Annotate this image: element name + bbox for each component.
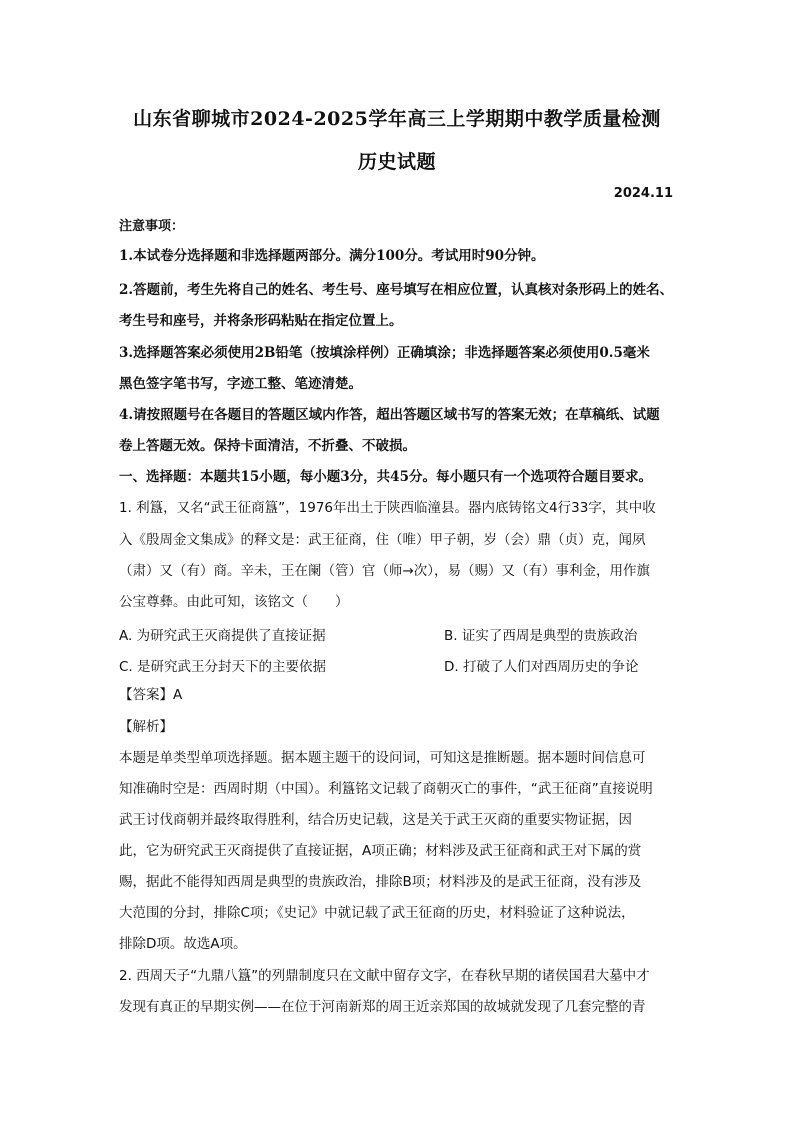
notice-heading: 注意事项： [119,219,185,234]
question-1-stem: 公宝尊彝。由此可知，该铭文（ ） [119,594,349,610]
analysis-heading: 【解析】 [119,719,173,735]
notice-line: 4.请按照题号在各题目的答题区域内作答，超出答题区域书写的答案无效；在草稿纸、试题 [119,407,660,423]
analysis-line: 排除D项。故选A项。 [119,936,247,952]
section-heading: 一、选择题：本题共15小题，每小题3分，共45分。每小题只有一个选项符合题目要求。 [119,469,652,485]
analysis-line: 本题是单类型单项选择题。据本题主题干的设问词，可知这是推断题。据本题时间信息可 [119,750,646,766]
answer-label: 【答案】A [119,687,183,703]
notice-line: 2.答题前，考生先将自己的姓名、考生号、座号填写在相应位置，认真核对条形码上的姓名、 [119,282,674,298]
exam-date: 2024.11 [613,186,673,201]
question-1-stem: 入《殷周金文集成》的释文是：武王征商，住（唯）甲子朝，岁（会）鼎（贞）克，闻夙 [119,532,646,548]
notice-line: 1.本试卷分选择题和非选择题两部分。满分100分。考试用时90分钟。 [119,248,545,264]
analysis-line: 赐，据此不能得知西周是典型的贵族政治，排除B项；材料涉及的是武王征商，没有涉及 [119,874,642,890]
option-a: A. 为研究武王灭商提供了直接证据 [119,628,326,644]
analysis-line: 知准确时空是：西周时期（中国）。利簋铭文记载了商朝灭亡的事件，“武王征商”直接说明 [119,781,653,797]
question-2-stem: 发现有真正的早期实例——在位于河南新郑的周王近亲郑国的故城就发现了几套完整的青 [119,999,646,1015]
notice-line: 黑色签字笔书写，字迹工整、笔迹清楚。 [119,376,362,392]
notice-line: 3.选择题答案必须使用2B铅笔（按填涂样例）正确填涂；非选择题答案必须使用0.5毫米 [119,345,650,361]
exam-title: 山东省聊城市2024-2025学年高三上学期期中教学质量检测 [133,108,661,130]
notice-line: 考生号和座号，并将条形码粘贴在指定位置上。 [119,313,403,329]
analysis-line: 大范围的分封，排除C项；《史记》中就记载了武王征商的历史，材料验证了这种说法， [119,905,635,921]
option-b: B. 证实了西周是典型的贵族政治 [444,628,638,644]
analysis-line: 武王讨伐商朝并最终取得胜利，结合历史记载，这是关于武王灭商的重要实物证据，因 [119,812,632,828]
question-2-stem: 2. 西周天子“九鼎八簋”的列鼎制度只在文献中留存文字，在春秋早期的诸侯国君大墓中才 [119,968,650,984]
option-c: C. 是研究武王分封天下的主要依据 [119,659,327,675]
notice-line: 卷上答题无效。保持卡面清洁，不折叠、不破损。 [119,438,416,454]
question-1-stem: 1. 利簋，又名“武王征商簋”，1976年出土于陕西临潼县。器内底铸铭文4行33字，其中收 [119,500,656,516]
subject-title: 历史试题 [357,151,436,173]
option-d: D. 打破了人们对西周历史的争论 [444,659,639,675]
analysis-line: 此，它为研究武王灭商提供了直接证据，A项正确；材料涉及武王征商和武王对下属的赏 [119,843,642,859]
question-1-stem: （肃）又（有）商。辛未，王在阑（管）官（师→次），易（赐）又（有）事利金，用作旗 [119,563,651,579]
